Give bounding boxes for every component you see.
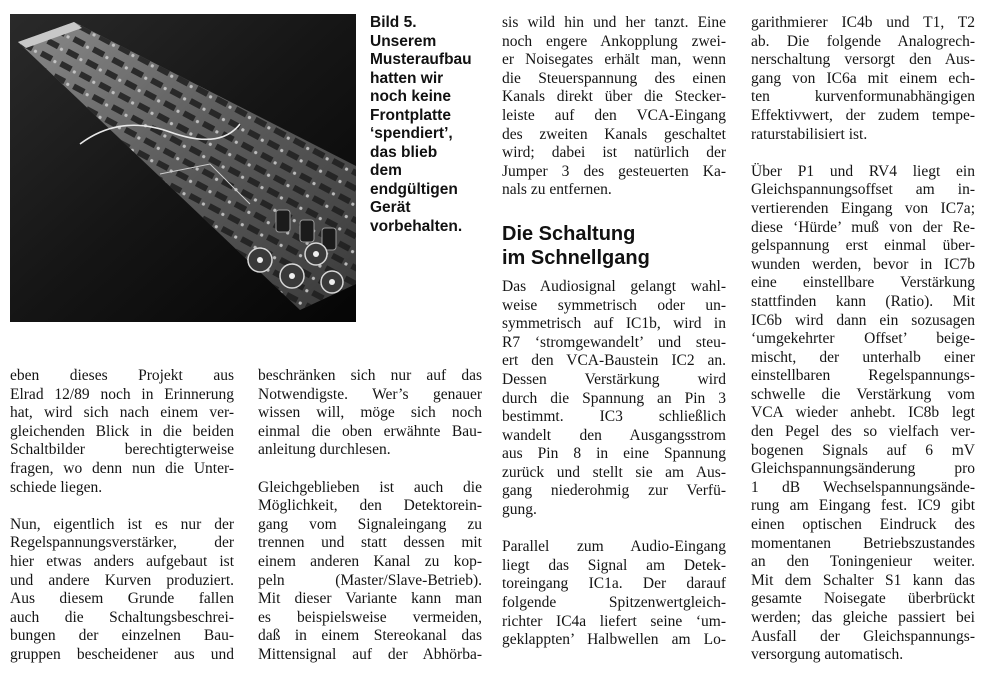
text-line: den Pegel des so vielfach ver- [751, 423, 975, 441]
caption-line: Frontplatte [370, 106, 451, 124]
text-line: und andere Kurven produziert. [10, 571, 234, 589]
text-column-2 [258, 367, 482, 665]
text-line: Dessen Verstärkung wird [502, 370, 726, 388]
text-line: rung am Eingang fest. IC9 gibt [751, 497, 975, 515]
text-line: Notwendigste. Wer’s genauer [258, 385, 482, 403]
text-line: Schaltbilder berechtigterweise [10, 441, 234, 459]
text-line: des zweiten Kanals geschaltet [502, 125, 726, 143]
text-line: Gleichgeblieben ist auch die [258, 478, 482, 496]
text-line: Parallel zum Audio-Eingang [502, 538, 726, 556]
text-column-4 [751, 14, 975, 665]
text-line: garithmierer IC4b und T1, T2 [751, 14, 975, 31]
caption-line: Musteraufbau [370, 51, 472, 68]
text-column-1 [10, 367, 234, 665]
text-line: stattfinden kann (Ratio). Mit [751, 292, 975, 310]
caption-line: endgültigen [370, 180, 458, 198]
text-line: gleichenden Blick in die beiden [10, 422, 234, 440]
text-line: schwelle die Verstärkung vom [751, 385, 975, 403]
text-line: wissen will, möge sich noch [258, 404, 482, 422]
text-line: momentanen Betriebszustandes [751, 534, 975, 552]
text-line: symmetrisch auf IC1b, wird in [502, 315, 726, 333]
text-line: Gleichspannungsoffset am in- [751, 181, 975, 199]
text-line: Mit dieser Variante kann man [258, 590, 482, 608]
text-line: toreingang IC1a. Der darauf [502, 575, 726, 593]
caption-line: ‘spendiert’, [370, 125, 453, 142]
heading-line: im Schnellgang [502, 246, 650, 269]
text-line: bogenen Signals auf 6 mV [751, 441, 975, 459]
heading-line: Die Schaltung [502, 222, 636, 245]
text-line: noch engere Ankopplung zwei- [502, 32, 726, 50]
text-line: gesamte Noisegate überbrückt [751, 590, 975, 608]
text-line: peln (Master/Slave-Betrieb). [258, 571, 482, 589]
text-line: Kanals direkt über die Stecker- [502, 88, 726, 106]
text-line: wunden werden, bevor in IC7b [751, 255, 975, 273]
text-line: raturstabilisiert ist. [751, 125, 868, 143]
text-line: gang niederohmig zur Verfü- [502, 482, 726, 500]
text-line: eine einstellbare Verstärkung [751, 274, 975, 292]
text-line: es beispielsweise vermeiden, [258, 608, 482, 626]
text-line: Elrad 12/89 noch in Erinnerung [10, 385, 234, 403]
text-line: liegt das Signal am Detek- [502, 556, 726, 574]
text-line: weise symmetrisch oder un- [502, 296, 726, 314]
text-line: einstellbaren Regelspannungs- [751, 367, 975, 385]
text-line: wird; dabei ist natürlich der [502, 144, 726, 162]
text-line: gung. [502, 501, 537, 519]
text-line: sis wild hin und her tanzt. Eine [502, 14, 726, 31]
text-line: Über P1 und RV4 liegt ein [751, 162, 975, 180]
text-line: daß in einem Stereokanal das [258, 627, 482, 645]
text-line: einem anderen Kanal zu kop- [258, 552, 482, 570]
text-line: gang vom Signaleingang zu [258, 515, 482, 533]
text-line: werden; das gleiche passiert bei [751, 609, 975, 626]
text-line: zurück und stellt sie am Aus- [502, 463, 726, 481]
text-line: er Noisegates erhält man, wenn [502, 51, 726, 69]
text-line: richter IC4a liefert seine ‘um- [502, 612, 726, 630]
text-line: auch die Schaltungsbeschrei- [10, 608, 234, 626]
text-line: an den Toningenieur weiter. [751, 553, 975, 571]
text-line: Das Audiosignal gelangt wahl- [502, 277, 726, 295]
text-line: folgende Spitzenwertgleich- [502, 594, 726, 612]
text-line: Mittensignal auf der Abhörba- [258, 645, 482, 663]
text-line: hier etwas anders aufgebaut ist [10, 552, 234, 570]
text-line: geklappten’ Halbwellen am Lo- [502, 631, 726, 649]
caption-line: vorbehalten. [370, 217, 463, 235]
text-line: einen optischen Eindruck des [751, 516, 975, 534]
text-line: nals zu entfernen. [502, 181, 612, 199]
text-line: anleitung durchlesen. [258, 441, 391, 459]
caption-line: Bild 5. [370, 14, 417, 31]
text-line: einmal die oben erwähnte Bau- [258, 422, 482, 440]
text-line: Effektivwert, der zudem tempe- [751, 106, 975, 124]
text-column-3 [502, 14, 726, 650]
text-line: fragen, wo denn nun die Unter- [10, 459, 234, 477]
caption-line: dem [370, 162, 402, 179]
text-line: nerschaltung versorgt den Aus- [751, 51, 975, 69]
text-line: vertierenden Eingang von IC7a; [751, 199, 975, 217]
text-line: beschränken sich nur auf das [258, 367, 482, 384]
caption-line: das blieb [370, 143, 438, 161]
circuit-board-image [10, 14, 356, 322]
text-line: gelspannung erst einmal über- [751, 237, 975, 255]
text-line: 1 dB Wechselspannungsände- [751, 478, 975, 496]
text-line: schiede liegen. [10, 478, 103, 496]
text-line: Ausfall der Gleichspannungs- [751, 627, 975, 645]
text-line: Jumper 3 des gesteuerten Ka- [502, 162, 726, 180]
caption-line: hatten wir [370, 69, 444, 87]
text-line: mischt, der unterhalb einer [751, 348, 975, 366]
text-line: Mit dem Schalter S1 kann das [751, 571, 975, 589]
text-line: hat, wird sich nach einem ver- [10, 404, 234, 422]
text-line: bestimmt. IC3 schließlich [502, 408, 726, 426]
text-line: diese ‘Hürde’ muß von der Re- [751, 218, 975, 236]
text-line: ab. Die folgende Analogrech- [751, 32, 975, 50]
text-line: Regelspannungsverstärker, der [10, 534, 234, 552]
text-line: leiste auf den VCA-Eingang [502, 106, 726, 124]
circuit-board-photo [10, 14, 356, 322]
text-line: R7 ‘stromgewandelt’ und steu- [502, 333, 726, 351]
figure-caption [370, 14, 490, 236]
text-line: Möglichkeit, den Detektorein- [258, 497, 482, 515]
text-line: eben dieses Projekt aus [10, 367, 234, 384]
text-line: VCA wieder anhebt. IC8b legt [751, 404, 975, 422]
text-line: bungen der einzelnen Bau- [10, 627, 234, 645]
text-line: Nun, eigentlich ist es nur der [10, 515, 234, 533]
caption-line: noch keine [370, 88, 451, 105]
section-heading [502, 222, 726, 270]
text-line: Gleichspannungsänderung pro [751, 460, 975, 478]
text-line: trennen und statt dessen mit [258, 534, 482, 552]
text-line: aus Pin 8 in eine Spannung [502, 445, 726, 463]
text-line: versorgung automatisch. [751, 646, 904, 664]
text-line: gruppen bescheidener aus und [10, 645, 234, 663]
text-line: Aus diesem Grunde fallen [10, 590, 234, 608]
text-line: ‘umgekehrter Offset’ beige- [751, 330, 975, 348]
caption-line: Gerät [370, 199, 411, 216]
text-line: die Steuerspannung des einen [502, 69, 726, 87]
text-line: ert den VCA-Baustein IC2 an. [502, 352, 726, 370]
text-line: IC6b wird dann ein sozusagen [751, 311, 975, 329]
text-line: ten kurvenformunabhängigen [751, 88, 975, 106]
text-line: durch die Spannung an Pin 3 [502, 389, 726, 407]
text-line: gang von IC6a mit einem ech- [751, 69, 975, 87]
caption-line: Unserem [370, 32, 437, 50]
text-line: wandelt den Ausgangsstrom [502, 426, 726, 444]
